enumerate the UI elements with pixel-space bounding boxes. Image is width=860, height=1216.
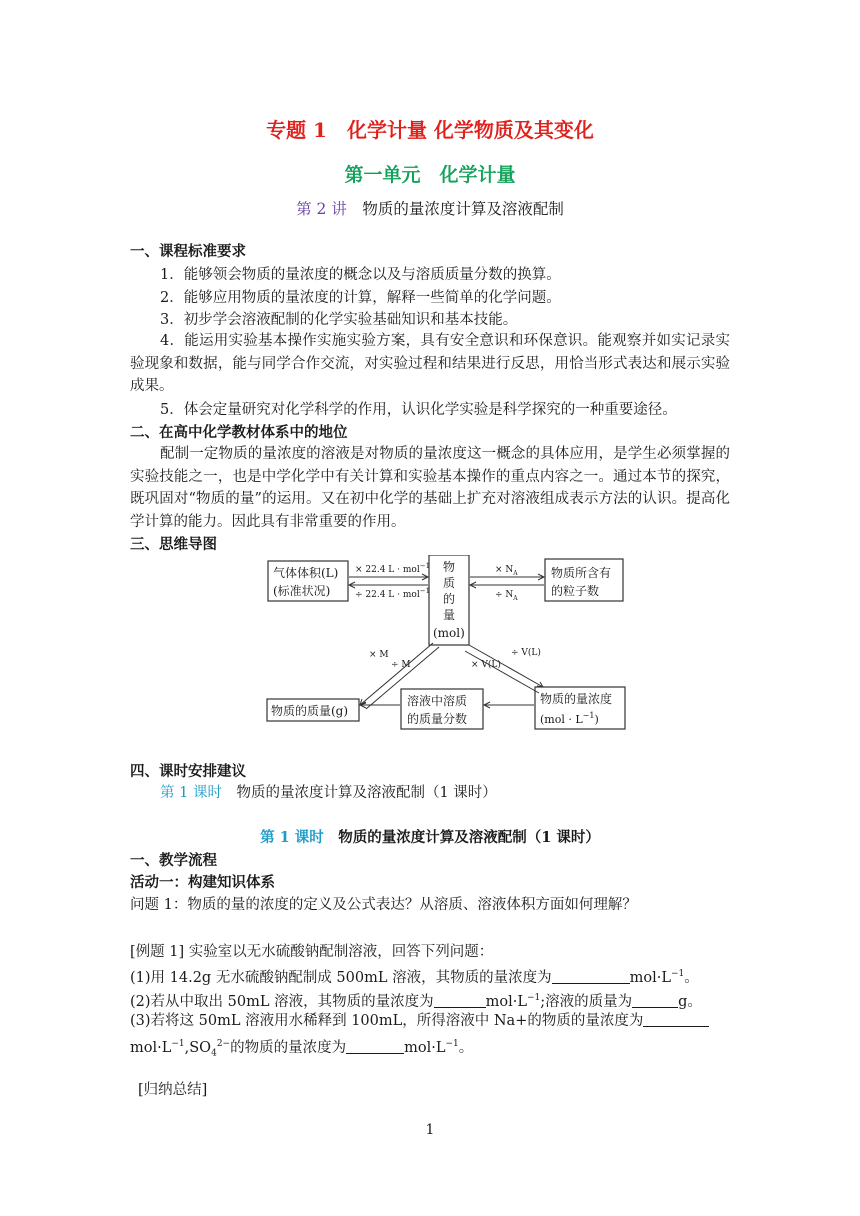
page-number: 1 <box>425 1122 435 1138</box>
example-question-1: (1)用 14.2g 无水硫酸钠配制成 500mL 溶液，其物质的量浓度为 $mol\cdot L^{-1}$。 <box>130 969 699 986</box>
main-title: 专题 1 化学计量 化学物质及其变化 <box>266 118 594 142</box>
example-question-3: (3)若将这 50mL 溶液用水稀释到 100mL，所得溶液中 Na+的物质的量浓度为 <box>130 1011 730 1031</box>
section-heading-position: 二、在高中化学教材体系中的地位 <box>130 424 348 441</box>
unit-title: 第一单元 化学计量 <box>344 164 516 186</box>
lesson-title-text: 物质的量浓度计算及溶液配制（1 课时） <box>338 829 600 846</box>
fraction-label-2: 的质量分数 <box>407 712 468 726</box>
answer-blank-3[interactable] <box>632 992 678 1008</box>
moles-label-3: 的 <box>443 592 456 606</box>
label-times-avogadro: × $N_A$ <box>495 565 518 577</box>
section-heading-standards: 一、课程标准要求 <box>130 243 246 260</box>
answer-blank-2[interactable] <box>434 992 486 1008</box>
standard-item-5: 5．体会定量研究对化学科学的作用，认识化学实验是科学探究的一种重要途径。 <box>160 402 677 418</box>
mind-map-diagram <box>265 555 635 735</box>
label-div-molar-mass: ÷ M <box>391 660 411 670</box>
label-div-molar-volume: ÷ 22.4 L · mol$^{-1}$ <box>355 587 431 600</box>
lecture-title <box>0 197 860 219</box>
schedule-lesson <box>160 783 760 803</box>
particles-label-2: 的粒子数 <box>551 584 600 598</box>
lesson-title-label: 第 1 课时 <box>260 829 324 846</box>
example-question-2: (2)若从中取出 50mL 溶液，其物质的量浓度为 $mol\cdot L^{-1}$;溶液的质量为 g。 <box>130 993 702 1010</box>
gas-condition-label: (标准状况) <box>273 584 331 598</box>
activity-heading: 活动一：构建知识体系 <box>130 874 275 891</box>
section-heading-schedule: 四、课时安排建议 <box>130 763 246 780</box>
summary-heading: [归纳总结] <box>138 1082 208 1098</box>
moles-label-1: 物 <box>443 560 456 574</box>
standard-item-2: 2．能够应用物质的量浓度的计算，解释一些简单的化学问题。 <box>160 290 561 306</box>
lecture-name: 物质的量浓度计算及溶液配制 <box>362 200 564 218</box>
standard-item-3: 3．初步学会溶液配制的化学实验基础知识和基本技能。 <box>160 312 518 328</box>
lesson-title <box>0 828 860 848</box>
moles-unit-label: (mol) <box>433 626 465 640</box>
label-div-volume: ÷ V(L) <box>511 648 541 658</box>
schedule-lesson-text: 物质的量浓度计算及溶液配制（1 课时） <box>236 785 497 801</box>
mass-label: 物质的质量(g) <box>271 704 349 718</box>
standard-item-4: 4．能运用实验基本操作实施实验方案，具有安全意识和环保意识。能观察并如实记录实验现象和数据，能与同学合作交流，对实验过程和结果进行反思，用恰当形式表达和展示实验成果。 <box>130 333 730 394</box>
gas-volume-label: 气体体积(L) <box>273 566 339 580</box>
concentration-label-1: 物质的量浓度 <box>540 692 613 706</box>
question-1: 问题 1：物质的量的浓度的定义及公式表达？从溶质、溶液体积方面如何理解？ <box>130 897 637 913</box>
label-times-molar-volume: × 22.4 L · mol$^{-1}$ <box>355 562 431 575</box>
moles-label-2: 质 <box>443 576 456 590</box>
schedule-lesson-label: 第 1 课时 <box>160 785 222 801</box>
label-times-volume: × V(L) <box>471 660 501 670</box>
teaching-flow-heading: 一、教学流程 <box>130 852 217 869</box>
position-paragraph: 配制一定物质的量浓度的溶液是对物质的量浓度这一概念的具体应用，是学生必须掌握的实验技能之一，也是中学化学中有关计算和实验基本操作的重点内容之一。通过本节的探究，既巩固对“物质的量”的运用。又在初中化学的基础上扩充对溶液组成表示方法的认识。提高化学计算的能力。因此具有非常重要的作用。 <box>130 446 730 530</box>
label-div-avogadro: ÷ $N_A$ <box>495 590 518 602</box>
answer-blank-5[interactable] <box>346 1038 404 1054</box>
example-heading: [例题 1] 实验室以无水硫酸钠配制溶液，回答下列问题： <box>130 944 494 960</box>
section-heading-mindmap: 三、思维导图 <box>130 536 217 553</box>
example-question-3-cont: $mol\cdot L^{-1},SO_4^{2-}$的物质的量浓度为 $mol\cdot L^{-1}$。 <box>130 1039 474 1059</box>
answer-blank-1[interactable] <box>552 968 630 984</box>
concentration-label-2: $(mol \cdot L^{-1})$ <box>540 711 599 726</box>
fraction-label-1: 溶液中溶质 <box>407 694 468 708</box>
particles-label-1: 物质所含有 <box>551 566 612 580</box>
label-times-molar-mass: × M <box>369 650 389 660</box>
answer-blank-4[interactable] <box>643 1011 709 1027</box>
standard-item-1: 1．能够领会物质的量浓度的概念以及与溶质质量分数的换算。 <box>160 267 561 283</box>
lecture-label: 第 2 讲 <box>296 200 347 218</box>
moles-label-4: 量 <box>443 608 456 622</box>
